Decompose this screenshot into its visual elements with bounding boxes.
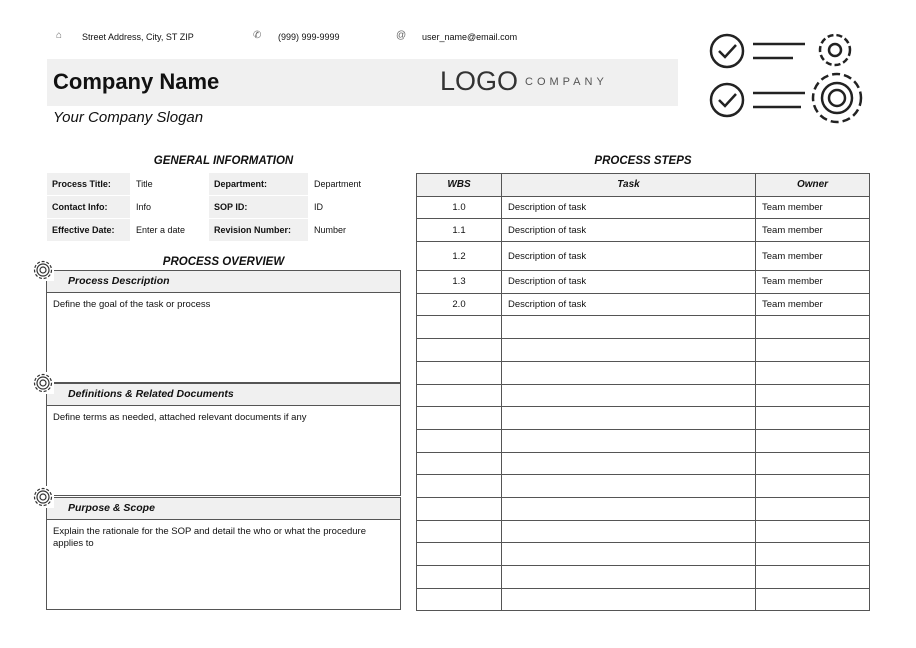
overview-heading: PROCESS OVERVIEW [162,256,285,268]
owner-cell[interactable] [756,452,870,475]
wbs-cell[interactable]: 2.0 [417,293,502,316]
field-label: Department: [209,173,308,195]
owner-cell[interactable] [756,566,870,589]
task-cell[interactable] [502,384,756,407]
owner-cell[interactable]: Team member [756,271,870,294]
table-row-empty [417,588,870,611]
table-row-empty [417,316,870,339]
task-cell[interactable] [502,407,756,430]
slogan: Your Company Slogan [53,109,204,126]
field-label: Process Title: [47,173,130,195]
owner-cell[interactable]: Team member [756,242,870,271]
section-header: Purpose & Scope [46,497,401,520]
wbs-cell[interactable] [417,452,502,475]
owner-cell[interactable] [756,407,870,430]
owner-cell[interactable] [756,384,870,407]
location-icon: ⌂ [56,30,63,41]
at-icon: @ [396,30,407,41]
table-row [417,219,870,242]
owner-cell[interactable] [756,429,870,452]
table-row [417,242,870,271]
wbs-cell[interactable] [417,429,502,452]
col-task: Task [502,174,756,197]
task-cell[interactable]: Description of task [502,271,756,294]
general-info-heading: GENERAL INFORMATION [153,155,294,167]
task-cell[interactable]: Description of task [502,196,756,219]
field-value[interactable]: Info [136,202,152,212]
wbs-cell[interactable]: 1.0 [417,196,502,219]
owner-cell[interactable] [756,497,870,520]
wbs-cell[interactable]: 1.2 [417,242,502,271]
owner-cell[interactable] [756,543,870,566]
table-row [417,271,870,294]
wbs-cell[interactable] [417,384,502,407]
table-row-empty [417,543,870,566]
wbs-cell[interactable] [417,497,502,520]
checklist-gears-icon [705,28,867,130]
owner-cell[interactable]: Team member [756,196,870,219]
wbs-cell[interactable] [417,520,502,543]
task-cell[interactable] [502,588,756,611]
wbs-cell[interactable] [417,407,502,430]
email: user_name@email.com [422,32,518,42]
logo: LOGO [440,66,519,96]
field-value[interactable]: Department [314,179,362,189]
task-cell[interactable] [502,520,756,543]
section-header: Definitions & Related Documents [46,383,401,406]
wbs-cell[interactable] [417,543,502,566]
task-cell[interactable]: Description of task [502,242,756,271]
table-row-empty [417,566,870,589]
owner-cell[interactable] [756,520,870,543]
process-steps-table [416,173,870,611]
wbs-cell[interactable]: 1.1 [417,219,502,242]
wbs-cell[interactable]: 1.3 [417,271,502,294]
gear-icon [32,486,54,508]
task-cell[interactable] [502,429,756,452]
section-body[interactable]: Explain the rationale for the SOP and detail the who or what the procedure applies to [46,520,401,610]
table-row-empty [417,407,870,430]
owner-cell[interactable] [756,475,870,498]
wbs-cell[interactable] [417,316,502,339]
gear-icon [32,259,54,281]
owner-cell[interactable] [756,316,870,339]
task-cell[interactable] [502,566,756,589]
field-label: Contact Info: [47,196,130,218]
field-value[interactable]: Title [136,179,153,189]
phone-icon: ✆ [253,30,262,41]
table-row-empty [417,475,870,498]
owner-cell[interactable]: Team member [756,219,870,242]
wbs-cell[interactable] [417,566,502,589]
section-body[interactable]: Define the goal of the task or process [46,293,401,383]
task-cell[interactable] [502,316,756,339]
wbs-cell[interactable] [417,475,502,498]
wbs-cell[interactable] [417,588,502,611]
task-cell[interactable]: Description of task [502,219,756,242]
table-row-empty [417,361,870,384]
table-row-empty [417,497,870,520]
table-row-empty [417,339,870,362]
owner-cell[interactable] [756,339,870,362]
table-row-empty [417,429,870,452]
logo-sub: COMPANY [525,76,608,88]
owner-cell[interactable] [756,588,870,611]
task-cell[interactable] [502,361,756,384]
field-value[interactable]: Number [314,225,347,235]
table-row-empty [417,520,870,543]
task-cell[interactable]: Description of task [502,293,756,316]
col-wbs: WBS [417,174,502,197]
task-cell[interactable] [502,339,756,362]
phone: (999) 999-9999 [278,32,340,42]
owner-cell[interactable] [756,361,870,384]
table-row [417,196,870,219]
company-name: Company Name [53,69,220,94]
task-cell[interactable] [502,543,756,566]
gear-icon [32,372,54,394]
table-row-empty [417,452,870,475]
field-label: SOP ID: [209,196,308,218]
owner-cell[interactable]: Team member [756,293,870,316]
section-body[interactable]: Define terms as needed, attached relevant documents if any [46,406,401,496]
wbs-cell[interactable] [417,361,502,384]
table-row-empty [417,384,870,407]
task-cell[interactable] [502,475,756,498]
task-cell[interactable] [502,452,756,475]
section-header: Process Description [46,270,401,293]
field-value[interactable]: ID [314,202,323,212]
table-row [417,293,870,316]
wbs-cell[interactable] [417,339,502,362]
col-owner: Owner [756,174,870,197]
process-steps-heading: PROCESS STEPS [594,155,692,167]
field-value[interactable]: Enter a date [136,225,186,235]
field-label: Revision Number: [209,219,308,241]
task-cell[interactable] [502,497,756,520]
field-label: Effective Date: [47,219,130,241]
address: Street Address, City, ST ZIP [82,32,194,42]
